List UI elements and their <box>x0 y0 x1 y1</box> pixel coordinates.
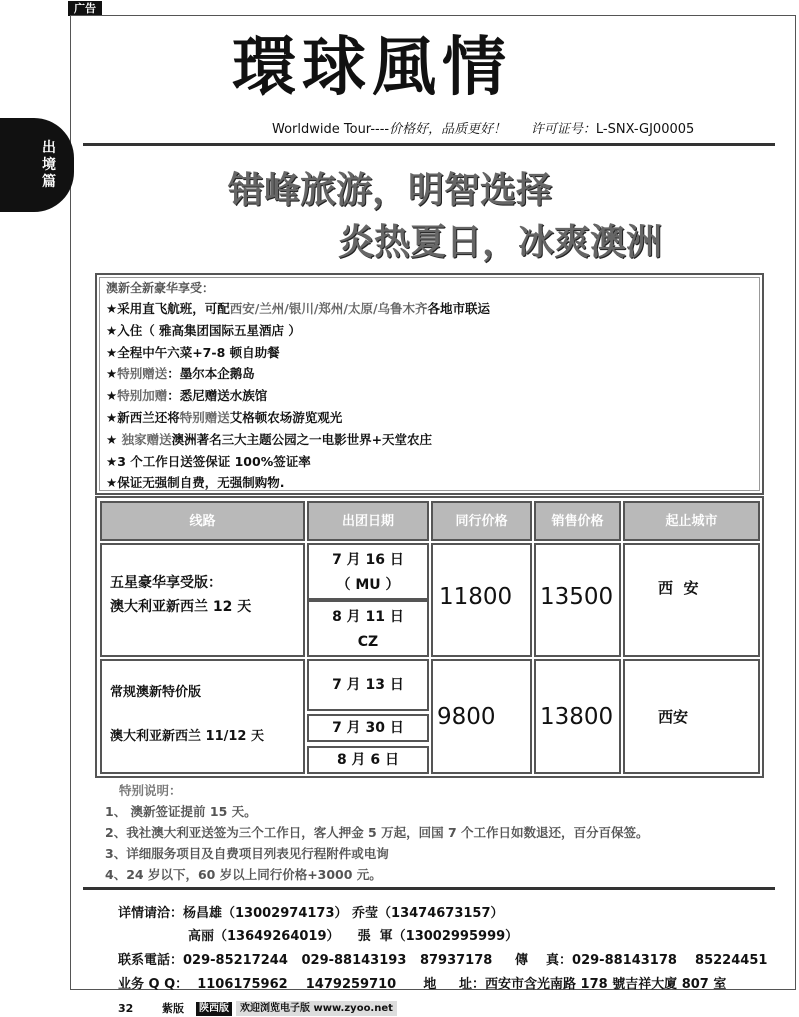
departure-date[interactable]: 7 月 16 日 （ MU ） <box>307 543 429 600</box>
features-box <box>95 273 764 495</box>
headline-line-1: 错峰旅游，明智选择 <box>228 170 553 211</box>
note-item: 3、详细服务项目及自费项目列表见行程附件或电询 <box>105 846 389 861</box>
route-special: 常规澳新特价版 澳大利亚新西兰 11/12 天 <box>100 659 305 774</box>
slogan-dash: ---- <box>370 122 390 137</box>
brand-slogan <box>272 118 694 137</box>
contact-phones: 联系電話：029-85217244 029-88143193 87937178 傳 真：029-88143178 85224451 <box>118 953 768 968</box>
contact-persons-1: 详情请洽：杨昌雄（13002974173） 乔莹（13474673157） <box>118 906 504 921</box>
feature-item: ★特别赠送：墨尔本企鹅岛 <box>106 366 255 382</box>
license-label: 许可证号： <box>530 122 596 137</box>
feature-item: ★新西兰还将特别赠送艾格顿农场游览观光 <box>106 409 343 425</box>
footer-brand: 陕西版 <box>196 1002 232 1016</box>
header-trade-price: 同行价格 <box>431 501 532 541</box>
feature-item: ★ 独家赠送澳洲著名三大主题公园之一电影世界+天堂农庄 <box>106 431 433 447</box>
contact-qq-address: 业务 Q Q： 1106175962 1479259710 地 址：西安市含光南路 178 號吉祥大廈 807 室 <box>118 977 727 992</box>
route-luxury: 五星豪华享受版： 澳大利亚新西兰 12 天 <box>100 543 305 657</box>
header-date: 出团日期 <box>307 501 429 541</box>
side-tab-label: 出境篇 <box>42 140 56 190</box>
header-route: 线路 <box>100 501 305 541</box>
sale-price: 13500 <box>534 543 621 657</box>
slogan-cn: 价格好，品质更好！ <box>389 122 507 137</box>
top-divider <box>83 143 775 146</box>
special-notes <box>105 781 649 885</box>
ad-tag: 广告 <box>68 1 102 16</box>
notes-title: 特别说明： <box>119 783 182 798</box>
departure-date[interactable]: 7 月 30 日 <box>307 714 429 742</box>
header-city: 起止城市 <box>623 501 760 541</box>
slogan-en: Worldwide Tour <box>272 122 371 137</box>
tour-price-table <box>95 496 764 778</box>
feature-item: ★采用直飞航班，可配西安/兰州/银川/郑州/太原/乌鲁木齐各地市联运 <box>106 301 491 316</box>
header-sale-price: 销售价格 <box>534 501 621 541</box>
edition-label: 紫版 <box>162 1002 184 1015</box>
city: 西 安 <box>623 543 760 657</box>
sale-price: 13800 <box>534 659 621 774</box>
section-side-tab <box>0 118 74 212</box>
contact-persons-2: 高丽（13649264019） 張 軍（13002995999） <box>188 929 519 944</box>
license-number: L-SNX-GJ00005 <box>595 122 695 137</box>
page-footer <box>70 1000 410 1017</box>
note-item: 2、我社澳大利亚送签为三个工作日，客人押金 5 万起，回国 7 个工作日如数退还，百分百保签。 <box>105 825 649 840</box>
brand-logo: 環球風情 <box>232 30 512 105</box>
footer-url[interactable]: 欢迎浏览电子版 www.zyoo.net <box>236 1001 397 1016</box>
city: 西安 <box>623 659 760 774</box>
departure-date[interactable]: 8 月 11 日 CZ <box>307 600 429 657</box>
features-title: 澳新全新豪华享受： <box>106 281 215 295</box>
feature-item: ★3 个工作日送签保证 100%签证率 <box>106 453 311 469</box>
feature-item: ★保证无强制自费，无强制购物. <box>106 475 285 491</box>
feature-item: ★特别加赠：悉尼赠送水族馆 <box>106 388 268 404</box>
trade-price: 11800 <box>431 543 532 657</box>
page-number: 32 <box>118 1002 134 1015</box>
departure-date[interactable]: 7 月 13 日 <box>307 659 429 711</box>
note-item: 4、24 岁以下，60 岁以上同行价格+3000 元。 <box>105 867 382 882</box>
departure-date[interactable]: 8 月 6 日 <box>307 746 429 774</box>
feature-item: ★入住（ 雅高集团国际五星酒店 ） <box>106 322 301 338</box>
headline-line-2: 炎热夏日，冰爽澳洲 <box>338 222 663 263</box>
feature-item: ★全程中午六菜+7-8 顿自助餐 <box>106 344 280 360</box>
bottom-divider <box>83 887 775 890</box>
note-item: 1、 澳新签证提前 15 天。 <box>105 804 257 819</box>
trade-price: 9800 <box>431 659 532 774</box>
